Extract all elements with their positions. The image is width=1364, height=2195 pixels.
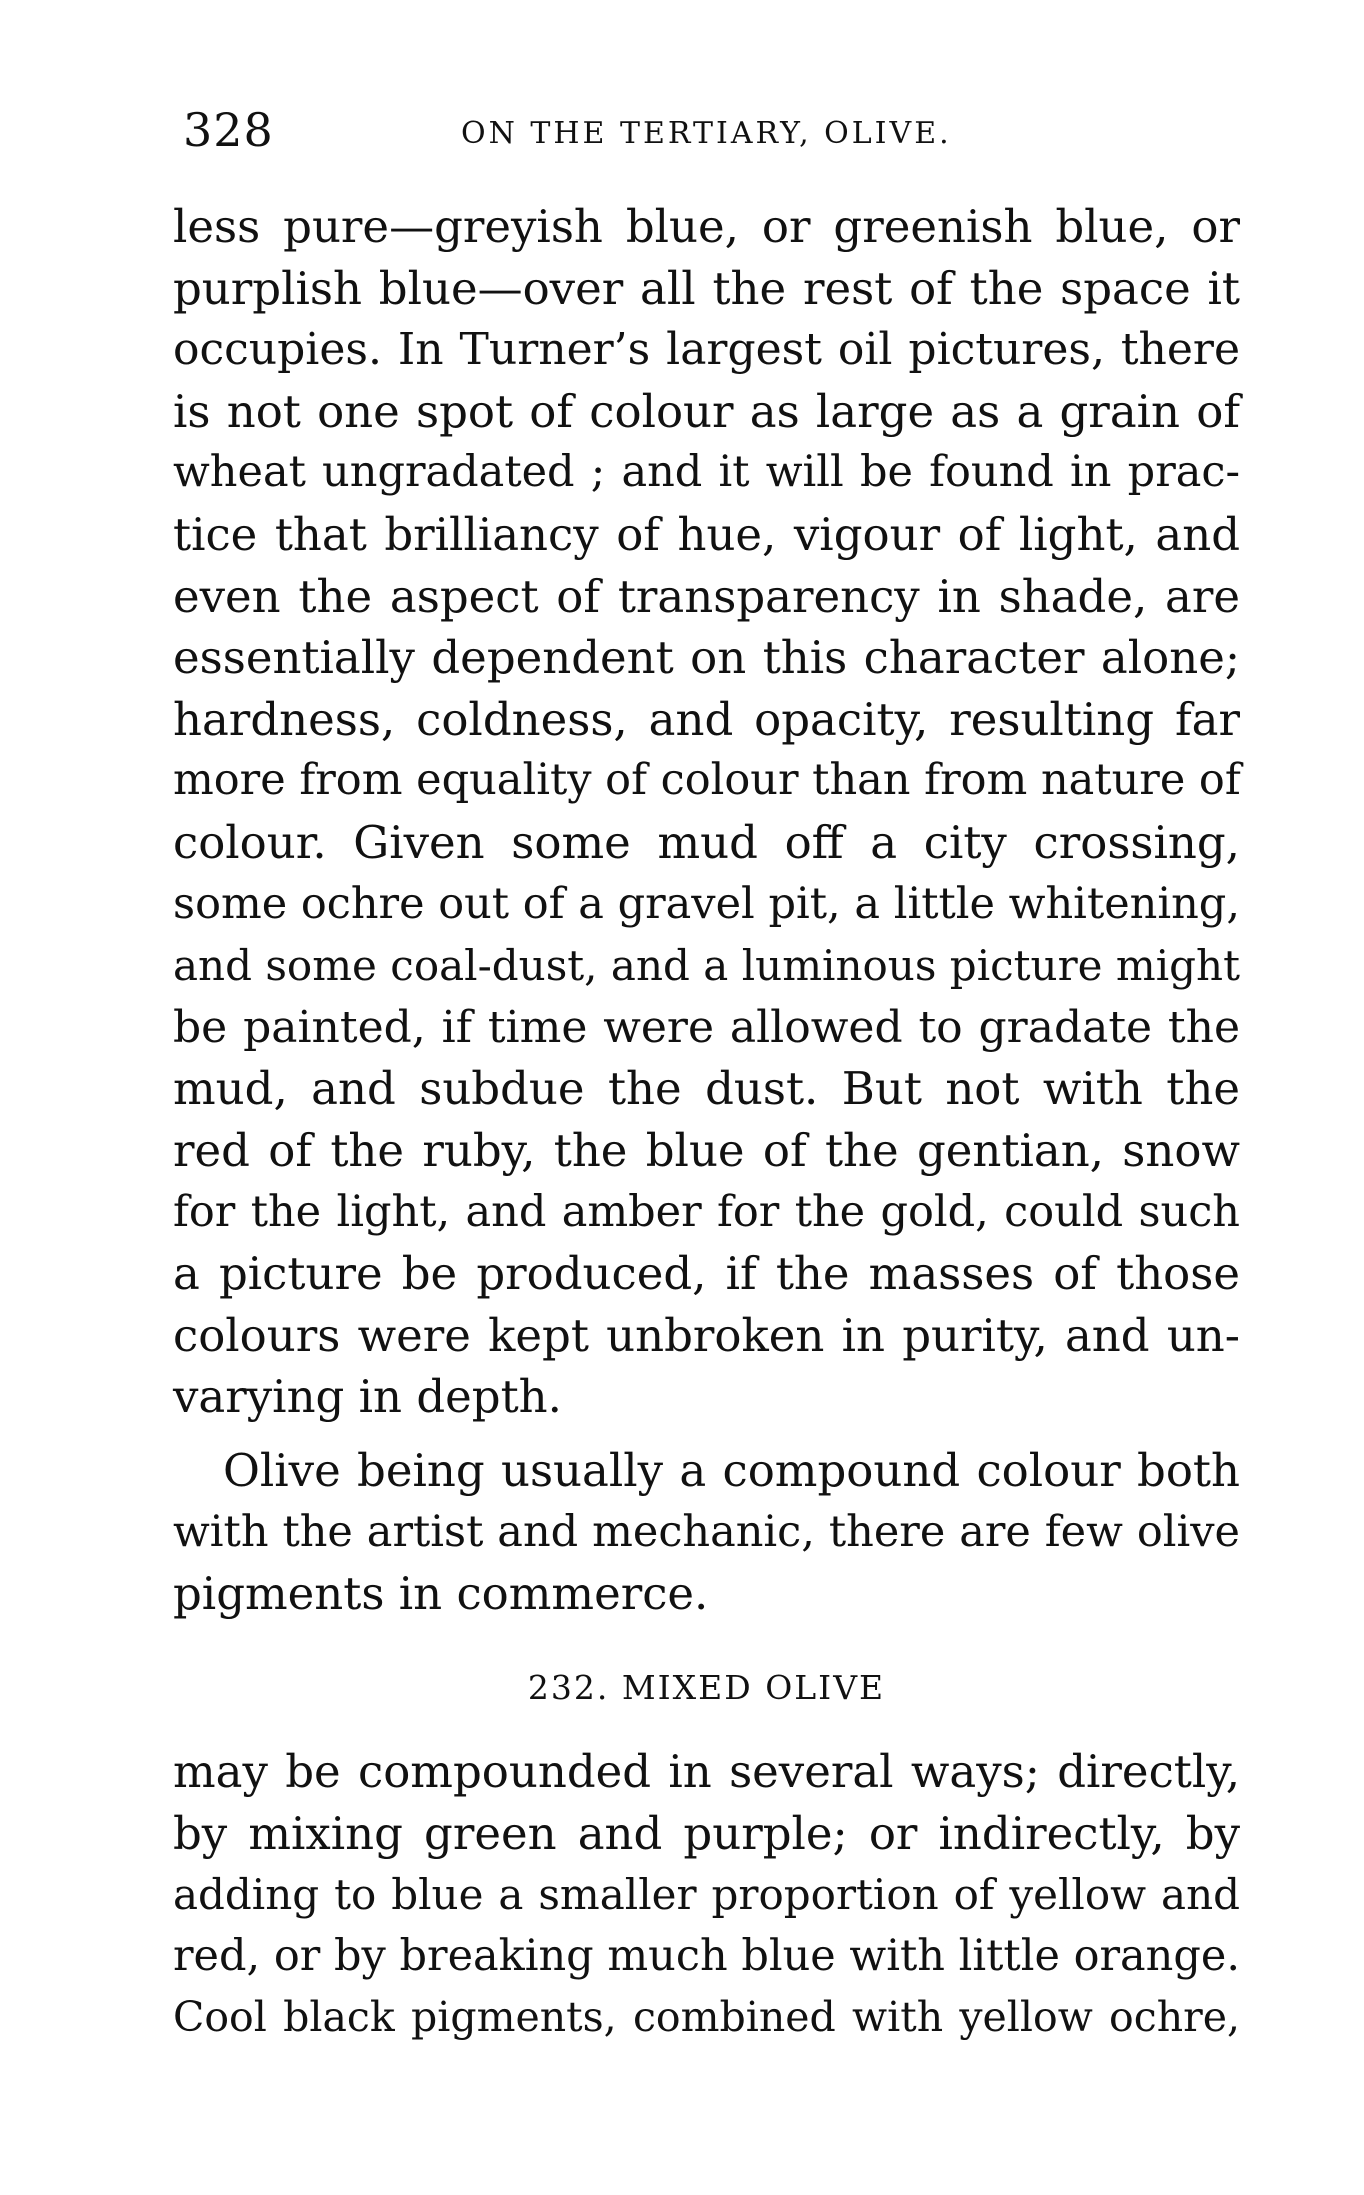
- text-line: Olive being usually a compound colour both: [223, 1444, 1240, 1497]
- text-line: is not one spot of colour as large as a grain of: [173, 384, 1240, 438]
- text-line: purplish blue—over all the rest of the space it: [173, 261, 1240, 315]
- text-line: hardness, coldness, and opacity, resulting far: [173, 692, 1240, 746]
- text-line: for the light, and amber for the gold, could such: [173, 1186, 1240, 1237]
- text-line: adding to blue a smaller proportion of yellow and: [173, 1870, 1240, 1920]
- text-line: a picture be produced, if the masses of those: [173, 1247, 1240, 1301]
- text-line: some ochre out of a gravel pit, a little whitening,: [173, 878, 1240, 929]
- text-line: and some coal-dust, and a luminous picture might: [173, 941, 1240, 991]
- text-line: colour. Given some mud off a city crossing,: [173, 815, 1240, 869]
- paragraph: [173, 1440, 1240, 1625]
- text-line: with the artist and mechanic, there are few olive: [173, 1506, 1240, 1557]
- text-line: red of the ruby, the blue of the gentian, snow: [173, 1123, 1240, 1177]
- text-line: varying in depth.: [173, 1370, 562, 1424]
- text-line: mud, and subdue the dust. But not with the: [173, 1062, 1240, 1116]
- text-line: may be compounded in several ways; directly,: [173, 1745, 1240, 1798]
- section-heading: 232. MIXED OLIVE: [527, 1668, 886, 1707]
- running-title: ON THE TERTIARY, OLIVE.: [461, 116, 952, 151]
- paragraph-continued: [173, 196, 1240, 1428]
- text-line: pigments in commerce.: [173, 1567, 709, 1621]
- text-line: wheat ungradated ; and it will be found in prac-: [173, 447, 1240, 498]
- paragraph-section-body: [173, 1741, 1240, 2049]
- text-line: more from equality of colour than from nature of: [173, 755, 1241, 806]
- running-head: [183, 100, 1240, 160]
- text-line: Cool black pigments, combined with yellow ochre,: [173, 1993, 1240, 2042]
- text-line: tice that brilliancy of hue, vigour of light, and: [173, 507, 1240, 561]
- text-line: red, or by breaking much blue with little orange.: [173, 1930, 1240, 1981]
- text-line: colours were kept unbroken in purity, and un-: [173, 1308, 1240, 1362]
- text-line: by mixing green and purple; or indirectly, by: [173, 1806, 1240, 1860]
- text-line: be painted, if time were allowed to gradate the: [173, 1001, 1240, 1053]
- page-number: 328: [183, 103, 274, 157]
- text-line: less pure—greyish blue, or greenish blue, or: [173, 200, 1240, 253]
- text-line: essentially dependent on this character alone;: [173, 631, 1240, 685]
- text-line: occupies. In Turner’s largest oil pictures, there: [173, 324, 1240, 376]
- text-line: even the aspect of transparency in shade, are: [173, 569, 1240, 623]
